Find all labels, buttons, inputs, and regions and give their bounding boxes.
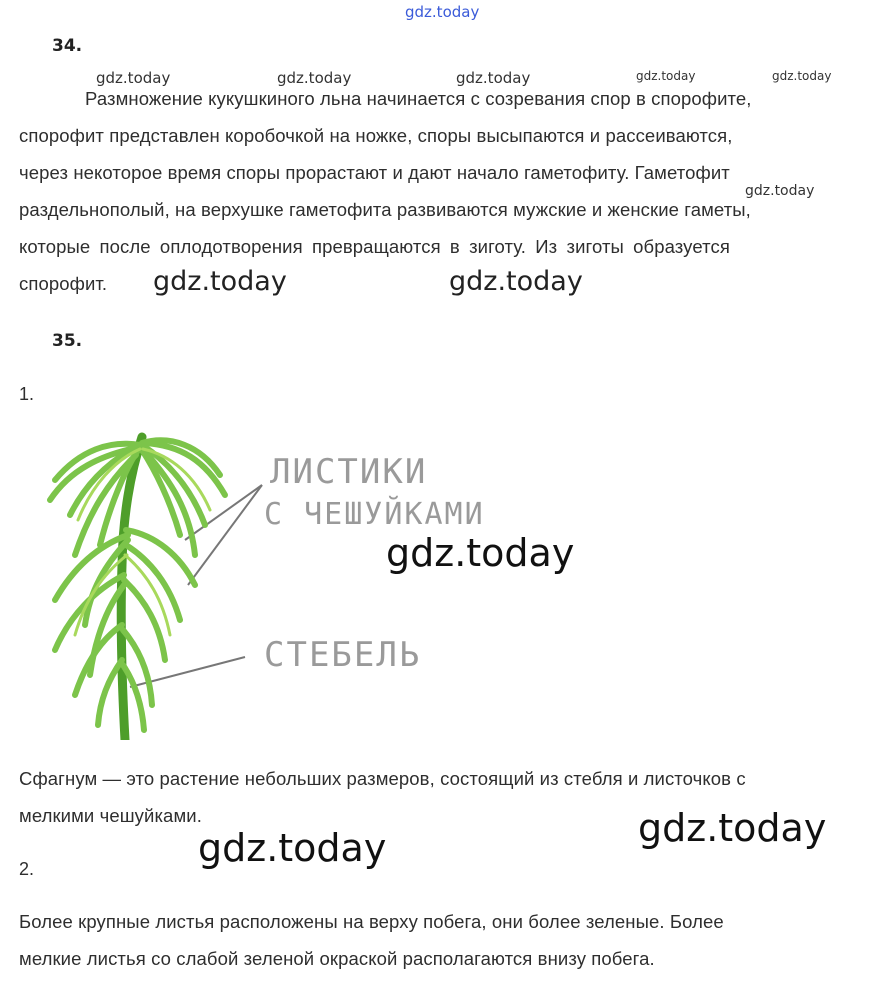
- paragraph-line: Более крупные листья расположены на верху побега, они более зеленые. Более: [19, 911, 724, 932]
- part-2-label: 2.: [19, 859, 35, 879]
- part-1-label: 1.: [19, 384, 35, 404]
- part-2-paragraph: [19, 903, 875, 977]
- watermark: gdz.today: [277, 69, 352, 87]
- watermark: gdz.today: [386, 531, 575, 575]
- paragraph-line: спорофит представлен коробочкой на ножке, споры высыпаются и рассеиваются,: [19, 125, 733, 146]
- figure-label-leaves-2: С ЧЕШУЙКАМИ: [264, 497, 485, 532]
- paragraph-line: которые после оплодотворения превращаются в зиготу. Из зиготы образуется: [19, 236, 730, 257]
- watermark: gdz.today: [638, 806, 827, 850]
- plant-leaves: [50, 440, 225, 730]
- watermark: gdz.today: [636, 69, 696, 83]
- watermark: gdz.today: [449, 266, 583, 297]
- paragraph-line: Сфагнум — это растение небольших размеров, состоящий из стебля и листочков с: [19, 768, 746, 789]
- leader-line: [188, 485, 262, 585]
- paragraph-line: раздельнополый, на верхушке гаметофита развиваются мужские и женские гаметы,: [19, 199, 751, 220]
- watermark: gdz.today: [153, 266, 287, 297]
- task-34-number: 34.: [52, 36, 83, 56]
- watermark: gdz.today: [772, 69, 832, 83]
- paragraph-line: мелкие листья со слабой зеленой окраской располагаются внизу побега.: [19, 948, 655, 969]
- paragraph-line: Размножение кукушкиного льна начинается с созревания спор в спорофите,: [85, 88, 752, 109]
- paragraph-line: через некоторое время споры прорастают и дают начало гаметофиту. Гаметофит: [19, 162, 730, 183]
- sphagnum-figure: [30, 425, 530, 740]
- paragraph-line: спорофит.: [19, 273, 108, 294]
- figure-label-leaves-1: ЛИСТИКИ: [270, 452, 428, 492]
- watermark: gdz.today: [456, 69, 531, 87]
- watermark: gdz.today: [745, 183, 815, 199]
- watermark: gdz.today: [198, 826, 387, 870]
- figure-label-stem: СТЕБЕЛЬ: [264, 635, 422, 675]
- paragraph-line: мелкими чешуйками.: [19, 805, 202, 826]
- watermark: gdz.today: [96, 69, 171, 87]
- task-35-number: 35.: [52, 331, 83, 351]
- watermark-top: gdz.today: [405, 3, 480, 21]
